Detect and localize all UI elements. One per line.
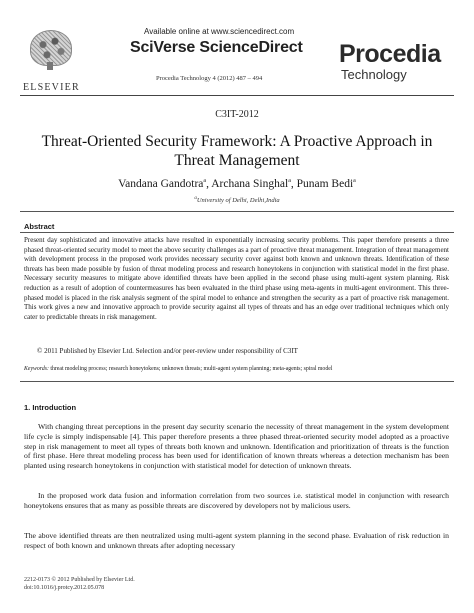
journal-name: Procedia xyxy=(339,40,441,68)
header-divider xyxy=(20,95,454,96)
keywords-list: threat modeling process; research honeytokens; unknown threats; multi-agent system planning; meta-agents; spiral model xyxy=(50,366,333,372)
issn-line: 2212-0173 © 2012 Published by Elsevier Ltd. xyxy=(24,577,135,583)
body-paragraph: In the proposed work data fusion and information correlation from two sources i.e. statistical model in conjunction with research honeytokens ensures that as many as possible threats are discovered by developers not by malicious users. xyxy=(24,491,449,510)
publisher-wordmark: ELSEVIER xyxy=(23,82,80,93)
footer xyxy=(24,576,135,592)
conference-name: C3IT-2012 xyxy=(215,109,259,120)
author-separator: , xyxy=(206,178,212,190)
paper-title: Threat-Oriented Security Framework: A Proactive Approach in Threat Management xyxy=(41,133,433,169)
abstract-top-rule xyxy=(20,211,454,212)
abstract-bottom-rule xyxy=(20,381,454,382)
author-affiliation-marker: a xyxy=(353,178,356,185)
author-name: Punam Bedi xyxy=(296,178,354,190)
keywords-label: Keywords: xyxy=(24,366,49,372)
journal-header xyxy=(0,0,474,96)
journal-reference: Procedia Technology 4 (2012) 487 – 494 xyxy=(156,75,263,82)
author-name: Vandana Gandotra xyxy=(118,178,204,190)
available-online-text: Available online at www.sciencedirect.com xyxy=(144,27,295,36)
body-paragraph: With changing threat perceptions in the present day security scenario the necessity of threat management in the system development life cycle is simply indispensable [4]. This paper therefore presents a three phased threat-oriented security model adopted as a proactive step in risk management to meet all types of threats both known and unknown. Identification and prioritization of threats is the function of first phase. Here threat modeling process has been used for identification of known threats whereas a detection mechanism has been planted using research honeytokens in conjunction with statistical model for detection of unknown threats. xyxy=(24,422,449,471)
keywords xyxy=(24,366,449,372)
section-heading: 1. Introduction xyxy=(24,403,77,412)
author-list xyxy=(0,178,474,190)
doi-line: doi:10.1016/j.protcy.2012.05.078 xyxy=(24,585,105,591)
author-name: Archana Singhal xyxy=(211,178,289,190)
author-affiliation-marker: a xyxy=(288,178,291,185)
author-affiliation-marker: a xyxy=(203,178,207,185)
affiliation xyxy=(0,196,474,204)
abstract-body: Present day sophisticated and innovative attacks have resulted in exponentially increasing security problems. This paper therefore presents a three phased threat-oriented security model to meet the above security challenges as a part of proactive threat management. Integration of threat management with development process in the proposed work provides necessary security cover against both known and unknown threats. Identification of these threats has been made possible by fusion of threat modeling process and research honeytokens in conjunction with statistical model in the first phase. Necessary security measures to mitigate above identified threats have been applied in the second phase using multi-agent system planning. Risk reduction as a result of adoption of countermeasures has been evaluated in the third phase using meta-agents in multi-agent environment. This three-phased model is placed in the risk analysis segment of the spiral model to enhance and strengthen the security as a part of proactive risk management. This work gives a new and innovative approach to provide security against all types of threats and has an edge over traditional techniques which only cater to predictable threats in risk management. xyxy=(24,236,449,321)
copyright-notice: © 2011 Published by Elsevier Ltd. Selection and/or peer-review under responsibility of C3IT xyxy=(37,347,298,355)
affiliation-marker: a xyxy=(194,196,197,201)
abstract-heading: Abstract xyxy=(24,222,55,231)
abstract-heading-rule xyxy=(20,232,454,233)
elsevier-tree-logo-icon xyxy=(26,28,74,80)
journal-subtitle: Technology xyxy=(341,67,407,82)
author-separator: , xyxy=(290,178,297,190)
body-paragraph: The above identified threats are then neutralized using multi-agent system planning in the second phase. Evaluation of risk reduction in respect of both known and unknown threats after adopting necessary xyxy=(24,531,449,550)
affiliation-text: University of Delhi, Delhi,India xyxy=(196,197,280,205)
platform-name: SciVerse ScienceDirect xyxy=(130,39,303,56)
